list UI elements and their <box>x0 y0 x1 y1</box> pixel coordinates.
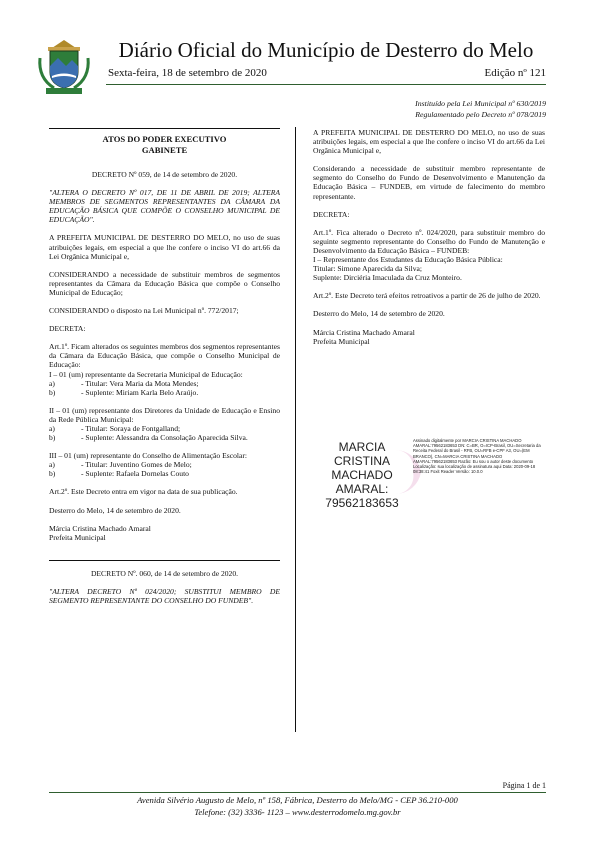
decree-060-considering: Considerando a necessidade de substituir membro representante de segmento do Conselho do Fundo de Desenvolvimento e Manutenção da Educação Básica – FUNDEB, em virtude de falecimento do membro representante. <box>313 164 545 201</box>
footer-contact: Telefone: (32) 3336- 1123 – www.desterrodomelo.mg.gov.br <box>194 807 401 817</box>
decree-060-art1: Art.1º. Fica alterado o Decreto nº. 024/2020, para substituir membro do seguinte segmento representante do Conselho do Fundo de Manutenção e Desenvolvimento da Educação Básica – FUNDEB: <box>313 227 545 255</box>
digital-signature[interactable] <box>313 438 545 510</box>
signature-details: Assinado digitalmente por MARCIA CRISTINA MACHADO AMARAL:79562183653 DN: C=BR, O=ICP-Brasil, OU=Secretaria da Receita Federal do Brasil - RFB, OU=RFB e-CPF A3, OU=(EM BRANCO), CN=MARCIA CRISTINA MACHADO AMARAL:79562183653 Razão: Eu sou o autor deste documento Localização: sua localização de assinatura aqui Data: 2020-09-18 08:38:41 Foxit Reader Versão: 10.0.0 <box>413 438 541 475</box>
decree-060-segment: I – Representante dos Estudantes da Educação Básica Pública: <box>313 255 503 265</box>
decree-059-art1: Art.1º. Ficam alterados os seguintes membros dos segmentos representantes da Câmara da Educação Básica, que compõe o Conselho Municipal de Educação: <box>49 342 280 370</box>
municipal-crest-logo <box>36 38 92 96</box>
list-item: a) - Titular: Vera Maria da Mota Mendes; <box>49 378 199 388</box>
decree-060-titular: Titular: Simone Aparecida da Silva; <box>313 264 422 274</box>
decree-060-signer-role: Prefeita Municipal <box>313 336 370 346</box>
list-item: b) - Suplente: Rafaela Dornelas Couto <box>49 469 189 479</box>
decree-060-suplente: Suplente: Dirciéria Imaculada da Cruz Monteiro. <box>313 273 462 283</box>
decree-060-ementa: "ALTERA DECRETO Nº 024/2020; SUBSTITUI MEMBRO DE SEGMENTO REPRESENTANTE DO CONSELHO DO FUNDEB". <box>49 586 280 605</box>
decree-059-considering-2: CONSIDERANDO o disposto na Lei Municipal nº. 772/2017; <box>49 306 239 316</box>
footer-address: Avenida Silvério Augusto de Melo, nº 158, Fábrica, Desterro do Melo/MG - CEP 36.210-000 <box>137 795 458 805</box>
left-column <box>49 128 280 605</box>
decree-060-signer-name: Márcia Cristina Machado Amaral <box>313 327 415 337</box>
section-subtitle: GABINETE <box>141 145 188 155</box>
decree-059-art2: Art.2º. Este Decreto entra em vigor na data de sua publicação. <box>49 487 238 497</box>
legal-decree-line: Regulamentado pelo Decreto nº 078/2019 <box>415 110 546 119</box>
section-top-rule <box>49 128 280 129</box>
decree-059-considering-1: CONSIDERANDO a necessidade de substituir membros de segmentos representantes da Câmara da Educação Básica que compõe o Conselho Municipal de Educação; <box>49 269 280 297</box>
group-3-heading: III – 01 (um) representante do Conselho de Alimentação Escolar: <box>49 451 248 461</box>
signer-name-stamp: MARCIA CRISTINA MACHADO AMARAL: 79562183653 <box>325 440 399 510</box>
decree-059-signer-name: Márcia Cristina Machado Amaral <box>49 523 151 533</box>
decree-059-place-date: Desterro do Melo, 14 de setembro de 2020. <box>49 505 181 515</box>
group-2-heading: II – 01 (um) representante dos Diretores da Unidade de Educação e Ensino da Rede Pública Municipal: <box>49 405 280 424</box>
list-item: b) - Suplente: Miriam Karla Belo Araújo. <box>49 387 199 397</box>
decree-059-preamble: A PREFEITA MUNICIPAL DE DESTERRO DO MELO, no uso de suas atribuições legais, em especial a que lhe confere o inciso VI do art.66 da Lei Orgânica Municipal e, <box>49 233 280 261</box>
decree-060-title: DECRETO Nº. 060, de 14 de setembro de 2020. <box>90 568 239 578</box>
list-item: a) - Titular: Juventino Gomes de Melo; <box>49 460 192 470</box>
legal-law-line: Instituído pela Lei Municipal nº 630/2019 <box>415 99 546 108</box>
decree-060-preamble: A PREFEITA MUNICIPAL DE DESTERRO DO MELO, no uso de suas atribuições legais, em especial a que lhe confere o inciso VI do art.66 da Lei Orgânica Municipal e, <box>313 128 545 156</box>
edition-number: Edição nº 121 <box>484 67 546 79</box>
issue-date: Sexta-feira, 18 de setembro de 2020 <box>108 67 267 79</box>
decree-060-art2: Art.2º. Este Decreto terá efeitos retroativos a partir de 26 de julho de 2020. <box>313 291 541 301</box>
section-title: ATOS DO PODER EXECUTIVO <box>102 134 227 144</box>
legal-basis <box>415 98 546 120</box>
decree-059-title: DECRETO Nº 059, de 14 de setembro de 2020. <box>91 170 238 179</box>
decree-059-decreta: DECRETA: <box>49 324 86 334</box>
journal-title: Diário Oficial do Município de Desterro do Melo <box>118 38 534 62</box>
decree-060-decreta: DECRETA: <box>313 209 350 219</box>
footer-rule <box>49 792 546 793</box>
page-number: Página 1 de 1 <box>502 781 546 790</box>
decree-059-ementa: "ALTERA O DECRETO Nº 017, DE 11 DE ABRIL DE 2019; ALTERA MEMBROS DE SEGMENTOS REPRESENTANTES DA CÂMARA DA EDUCAÇÃO BÁSICA QUE COMPÕE O CONSELHO MUNICIPAL DE EDUCAÇÃO". <box>49 188 280 225</box>
list-item: b) - Suplente: Alessandra da Consolação Aparecida Silva. <box>49 433 248 443</box>
decree-059-signer-role: Prefeita Municipal <box>49 532 106 542</box>
header-rule <box>106 84 546 85</box>
right-column <box>313 128 545 346</box>
list-item: a) - Titular: Soraya de Fontgalland; <box>49 423 181 433</box>
column-divider <box>295 127 296 732</box>
decree-060-place-date: Desterro do Melo, 14 de setembro de 2020. <box>313 309 445 319</box>
group-1-heading: I – 01 (um) representante da Secretaria Municipal de Educação: <box>49 369 243 379</box>
